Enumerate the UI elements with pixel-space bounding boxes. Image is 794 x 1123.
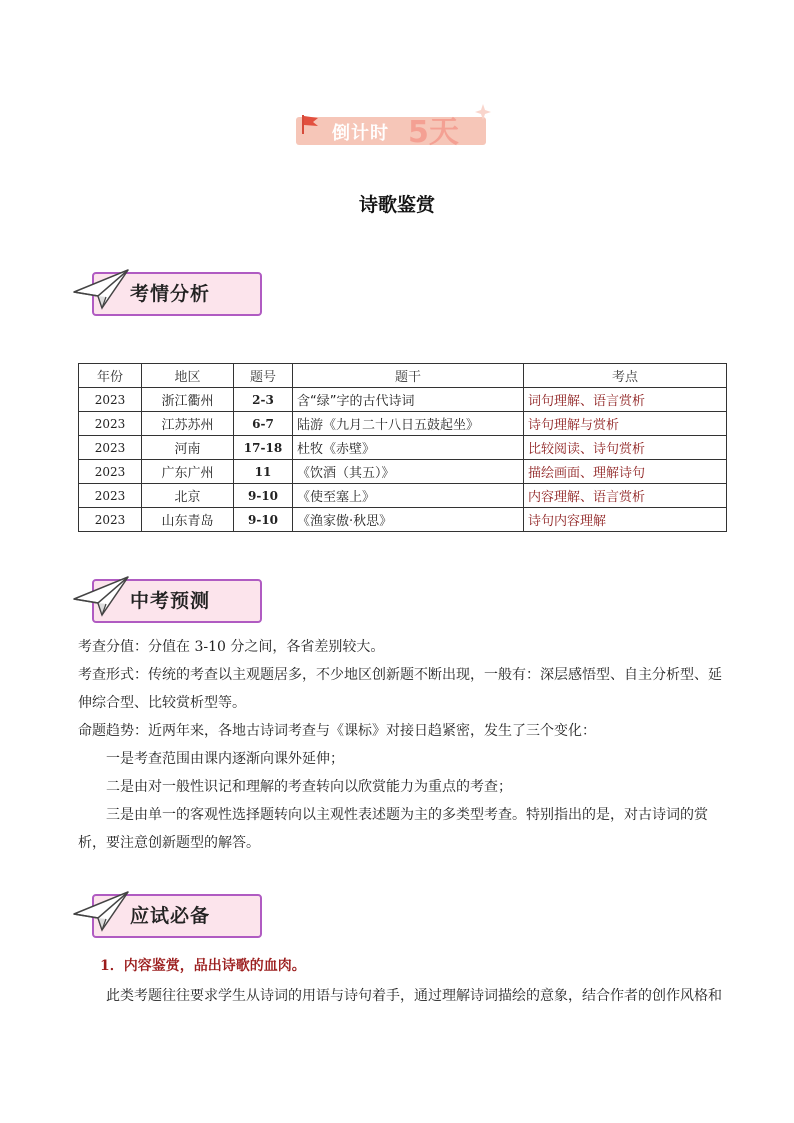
prep-paragraph: 此类考题往往要求学生从诗词的用语与诗句着手，通过理解诗词描绘的意象，结合作者的创作风格和 <box>106 988 722 1004</box>
cell-region: 河南 <box>142 436 234 460</box>
cell-stem: 《使至塞上》 <box>293 484 524 508</box>
exam-analysis-table <box>78 363 727 532</box>
cell-number: 2-3 <box>234 388 293 412</box>
banner-text: 倒计时 <box>332 123 389 144</box>
table-row <box>79 412 727 436</box>
sparkle-icon <box>474 103 492 121</box>
paragraph: 命题趋势：近两年来，各地古诗词考查与《课标》对接日趋紧密，发生了三个变化： <box>78 723 596 739</box>
countdown-banner <box>296 103 492 149</box>
cell-year: 2023 <box>79 460 142 484</box>
cell-year: 2023 <box>79 484 142 508</box>
table-row <box>79 460 727 484</box>
cell-point: 比较阅读、诗句赏析 <box>524 436 727 460</box>
section-header-prediction <box>72 573 262 625</box>
cell-number: 9-10 <box>234 508 293 532</box>
table-row <box>79 388 727 412</box>
paragraph: 考查形式：传统的考查以主观题居多，不少地区创新题不断出现，一般有：深层感悟型、自主分析型、延伸综合型、比较赏析型等。 <box>78 667 722 711</box>
flag-icon <box>300 113 320 135</box>
cell-stem: 《饮酒（其五）》 <box>293 460 524 484</box>
paragraph: 考查分值：分值在 3-10 分之间，各省差别较大。 <box>78 639 385 655</box>
cell-number: 17-18 <box>234 436 293 460</box>
paragraph: 二是由对一般性识记和理解的考查转向以欣赏能力为重点的考查； <box>106 779 512 795</box>
page-title: 诗歌鉴赏 <box>358 194 435 216</box>
cell-stem: 《渔家傲·秋思》 <box>293 508 524 532</box>
cell-year: 2023 <box>79 388 142 412</box>
col-region: 地区 <box>142 364 234 388</box>
cell-point: 诗句理解与赏析 <box>524 412 727 436</box>
cell-number: 9-10 <box>234 484 293 508</box>
col-number: 题号 <box>234 364 293 388</box>
cell-region: 浙江衢州 <box>142 388 234 412</box>
section-header-analysis <box>72 266 262 318</box>
paragraph: 一是考查范围由课内逐渐向课外延伸； <box>106 751 344 767</box>
paper-plane-icon <box>72 573 132 619</box>
table-row <box>79 508 727 532</box>
cell-region: 江苏苏州 <box>142 412 234 436</box>
col-point: 考点 <box>524 364 727 388</box>
section-header-prep <box>72 888 262 940</box>
table-row <box>79 436 727 460</box>
cell-year: 2023 <box>79 436 142 460</box>
section-title-prep: 应试必备 <box>130 905 211 927</box>
cell-region: 北京 <box>142 484 234 508</box>
cell-number: 11 <box>234 460 293 484</box>
cell-stem: 陆游《九月二十八日五鼓起坐》 <box>293 412 524 436</box>
paper-plane-icon <box>72 266 132 312</box>
section-title-prediction: 中考预测 <box>130 590 211 612</box>
cell-year: 2023 <box>79 412 142 436</box>
cell-point: 内容理解、语言赏析 <box>524 484 727 508</box>
cell-region: 广东广州 <box>142 460 234 484</box>
col-year: 年份 <box>79 364 142 388</box>
section-title-analysis: 考情分析 <box>130 283 211 305</box>
banner-number: 5天 <box>408 115 459 150</box>
col-stem: 题干 <box>293 364 524 388</box>
paragraph: 三是由单一的客观性选择题转向以主观性表述题为主的多类型考查。特别指出的是，对古诗词的赏析，要注意创新题型的解答。 <box>78 807 708 851</box>
cell-point: 描绘画面、理解诗句 <box>524 460 727 484</box>
cell-point: 词句理解、语言赏析 <box>524 388 727 412</box>
cell-year: 2023 <box>79 508 142 532</box>
table-header-row <box>79 364 727 388</box>
cell-number: 6-7 <box>234 412 293 436</box>
cell-stem: 杜牧《赤壁》 <box>293 436 524 460</box>
table-row <box>79 484 727 508</box>
cell-stem: 含“绿”字的古代诗词 <box>293 388 524 412</box>
cell-point: 诗句内容理解 <box>524 508 727 532</box>
prediction-body <box>78 633 728 857</box>
paper-plane-icon <box>72 888 132 934</box>
cell-region: 山东青岛 <box>142 508 234 532</box>
prep-heading: 1．内容鉴赏，品出诗歌的血肉。 <box>100 958 306 974</box>
